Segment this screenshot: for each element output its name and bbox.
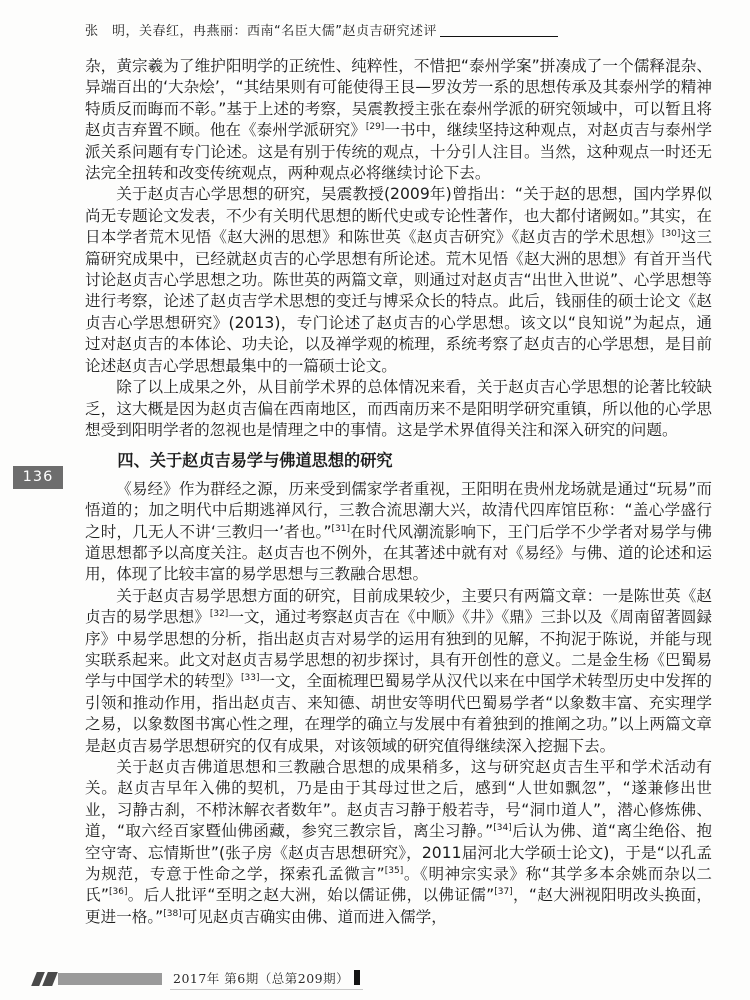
- footer-gray-bar: [58, 973, 162, 985]
- text-run: 可见赵贞吉确实由佛、道而进入儒学，: [181, 907, 447, 926]
- paragraph: [85, 56, 712, 184]
- text-run: ，“赵大洲视阳明改头换面，更进一格。”: [85, 886, 712, 926]
- page-number: 136: [22, 469, 54, 485]
- footnote-ref: [32]: [209, 608, 229, 619]
- text-run: 。后人批评“至明之赵大洲，始以儒证佛，以佛证儒”: [127, 886, 495, 905]
- text-run: 一文，全面梳理巴蜀易学从汉代以来在中国学术转型历史中发挥的引领和推动作用，指出赵贞吉、来知德、胡世安等明代巴蜀易学者“以象数丰富、充实理学之易，以象数图书寓心性之理，在理学的确立与发展中有着独到的推阐之功。”以上两篇文章是赵贞吉易学思想研究的仅有成果，对该领域的研究值得继续深入挖掘下去。: [85, 672, 712, 755]
- footnote-ref: [35]: [384, 865, 404, 876]
- text-run: 后认为佛、道“离尘绝俗、抱空守寄、忘情斯世”(张子房《赵贞吉思想研究》，2011届河北大学硕士论文)，于是“以孔孟为规范，专意于性命之学，探索孔孟微言”: [85, 822, 712, 884]
- paragraph: [85, 377, 712, 441]
- footer-issue-info: 2017年 第6期（总第209期）: [173, 970, 350, 986]
- footnote-ref: [38]: [163, 908, 182, 919]
- text-run: 。《明神宗实录》称“其学多本余姚而杂以二氏”: [85, 865, 712, 905]
- text-run: 四、关于赵贞吉易学与佛道思想的研究: [117, 451, 393, 471]
- footnote-ref: [37]: [494, 887, 513, 898]
- paragraph: [85, 184, 712, 377]
- page-number-badge: [13, 466, 63, 489]
- text-run: 杂，黄宗羲为了维护阳明学的正统性、纯粹性，不惜把“泰州学案”拼凑成了一个儒释混杂、异端百出的‘大杂烩’，“其结果则有可能使得王艮—罗汝芳一系的思想传承及其泰州学的精神特质反而晦而不彰。”基于上述的考察，吴震教授主张在泰州学派的研究领域中，可以暂且将赵贞吉弃置不顾。他在《泰州学派研究》: [85, 57, 712, 140]
- text-run: 在时代风潮流影响下，王门后学不少学者对易学与佛道思想都予以高度关注。赵贞吉也不例外，在其著述中就有对《易经》与佛、道的论述和运用，体现了比较丰富的易学思想与三教融合思想。: [85, 522, 712, 584]
- footer-issue-line: [170, 969, 363, 990]
- paragraph: [85, 757, 712, 928]
- footnote-ref: [31]: [331, 523, 351, 534]
- text-run: 关于赵贞吉心学思想的研究，吴震教授(2009年)曾指出：“关于赵的思想，国内学界似尚无专题论文发表，不少有关明代思想的断代史或专论性著作，也大都付诸阙如。”其实，在日本学者荒木见悟《赵大洲的思想》和陈世英《赵贞吉研究》《赵贞吉的学术思想》: [85, 185, 712, 247]
- footnote-ref: [30]: [661, 229, 681, 240]
- paragraph: [85, 479, 712, 586]
- text-run: 除了以上成果之外，从目前学术界的总体情况来看，关于赵贞吉心学思想的论著比较缺乏，这大概是因为赵贞吉偏在西南地区，而西南历来不是阳明学研究重镇，所以他的心学思想受到阳明学者的忽视也是情理之中的事情。这是学术界值得关注和深入研究的问题。: [85, 378, 712, 439]
- text-run: 这三篇研究成果中，已经就赵贞吉的心学思想有所论述。荒木见悟《赵大洲的思想》有首开当代讨论赵贞吉心学思想之功。陈世英的两篇文章，则通过对赵贞吉“出世入世说”、心学思想等进行考察，论述了赵贞吉学术思想的变迁与博采众长的特点。此后，钱丽佳的硕士论文《赵贞吉心学思想研究》(2013)，专门论述了赵贞吉的心学思想。该文以“良知说”为起点，通过对赵贞吉的本体论、功夫论，以及禅学观的梳理，系统考察了赵贞吉的心学思想，是目前论述赵贞吉心学思想最集中的一篇硕士论文。: [85, 228, 712, 375]
- running-header-title: 张 明，关春红，冉燕丽：西南“名臣大儒”赵贞吉研究述评: [85, 24, 437, 39]
- text-run: 《易经》作为群经之源，历来受到儒家学者重视，王阳明在贵州龙场就是通过“玩易”而悟道的；加之明代中后期逃禅风行，三教合流思潮大兴，故清代四库馆臣称：“盖心学盛行之时，几无人不讲‘三教归一’者也。”: [85, 479, 712, 541]
- header-underline-rule: [440, 36, 558, 37]
- paragraph: [85, 586, 712, 757]
- article-body: [85, 56, 712, 928]
- footer-slash-mark-icon: [42, 972, 58, 986]
- text-run: 一文，通过考察赵贞吉在《中顺》《井》《鼎》三卦以及《周南留著圆録序》中易学思想的分析，指出赵贞吉对易学的运用有独到的见解，不拘泥于陈说，并能与现实联系起来。此文对赵贞吉易学思想的初步探讨，具有开创性的意义。二是金生杨《巴蜀易学与中国学术的转型》: [85, 608, 712, 691]
- text-run: 一书中，继续坚持这种观点，对赵贞吉与泰州学派关系问题有专门论述。这是有别于传统的观点，十分引人注目。当然，这种观点一时还无法完全扭转和改变传统观点，两种观点必将继续讨论下去。: [85, 121, 712, 183]
- footnote-ref: [36]: [109, 887, 128, 898]
- text-run: 关于赵贞吉易学思想方面的研究，目前成果较少，主要只有两篇文章：一是陈世英《赵贞吉的易学思想》: [85, 586, 712, 627]
- footnote-ref: [29]: [365, 122, 385, 133]
- running-header: [85, 20, 712, 39]
- footnote-ref: [33]: [241, 673, 260, 684]
- footnote-ref: [34]: [493, 823, 512, 834]
- text-run: 关于赵贞吉佛道思想和三教融合思想的成果稍多，这与研究赵贞吉生平和学术活动有关。赵贞吉早年入佛的契机，乃是由于其母过世之后，感到“人世如飘忽”，“遂兼修出世业，习静古刹，不栉沐解衣者数年”。赵贞吉习静于般若寺，号“洞巾道人”，潜心修炼佛、道，“取六经百家暨仙佛函藏，参究三教宗旨，离尘习静。”: [85, 758, 712, 841]
- section-heading: [85, 450, 712, 471]
- page-footer: [34, 970, 363, 988]
- footer-end-bar-icon: [354, 970, 360, 985]
